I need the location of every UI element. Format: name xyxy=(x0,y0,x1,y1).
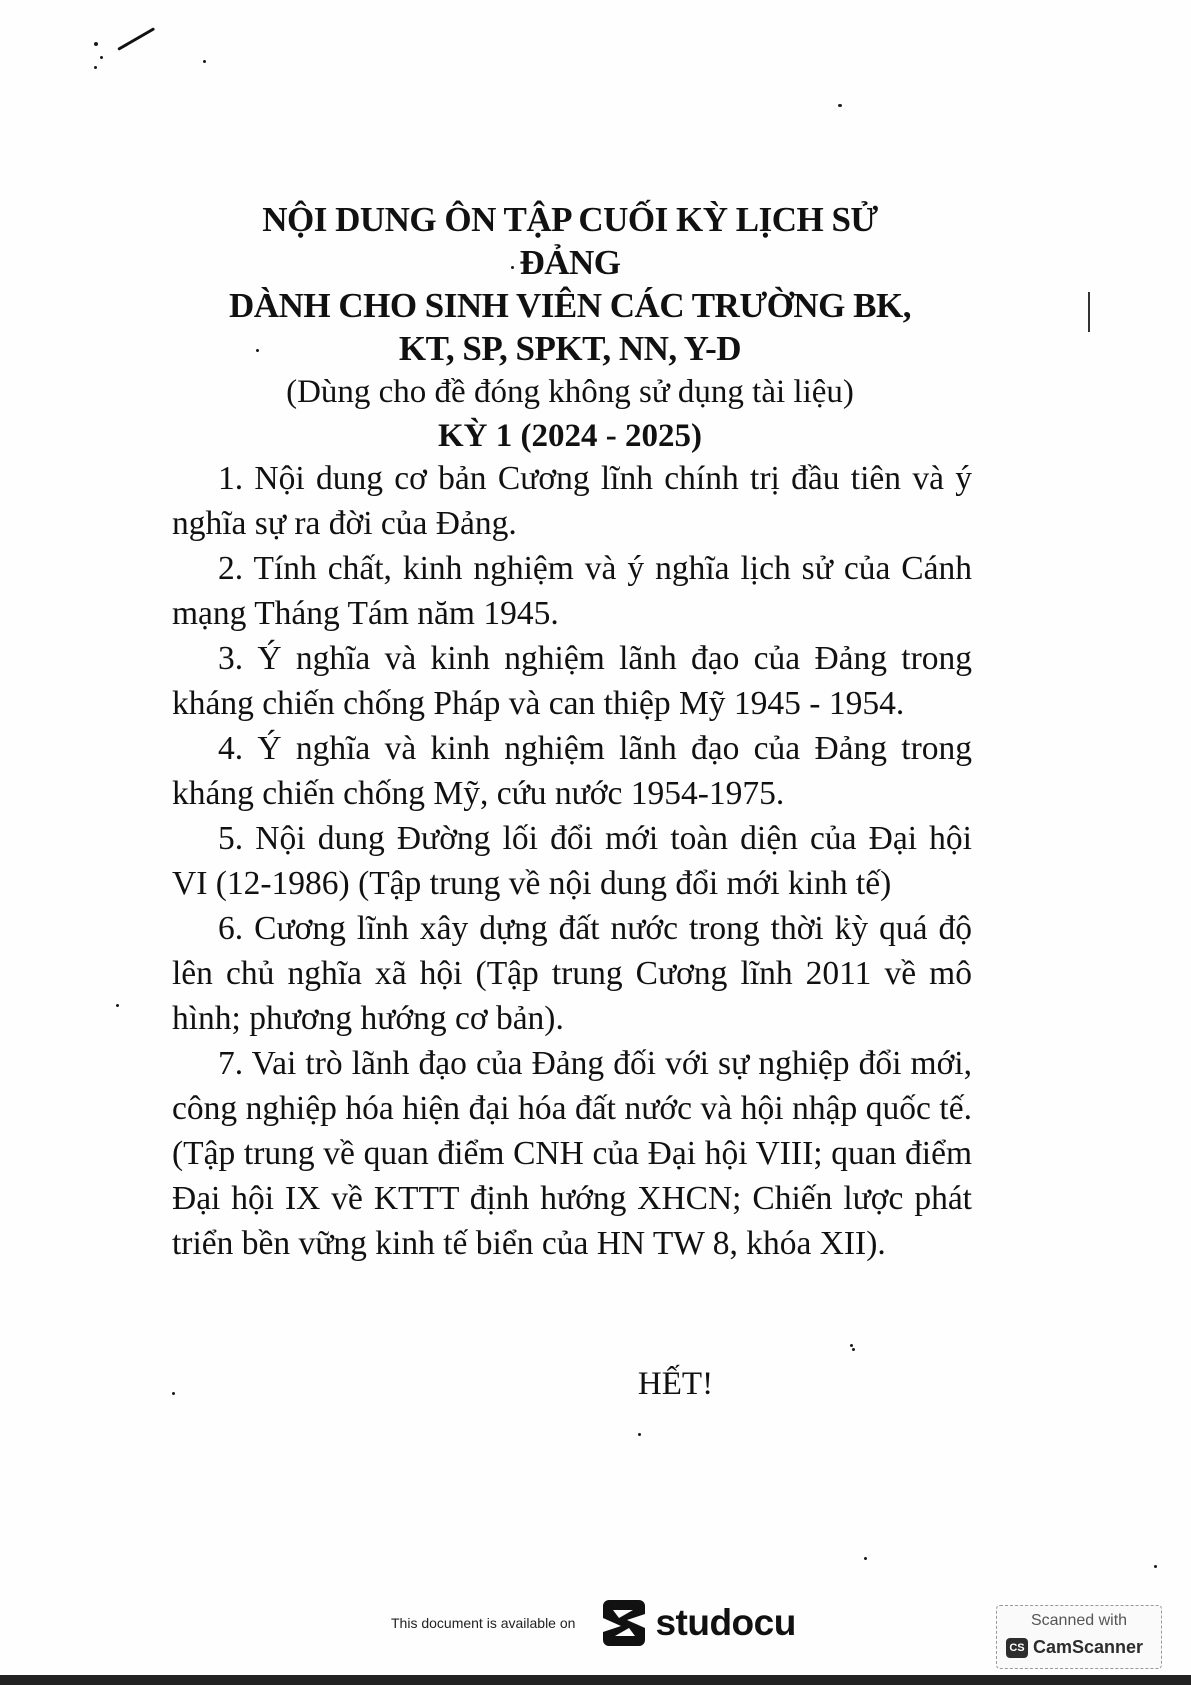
document-header xyxy=(170,198,970,458)
availability-text: This document is available on xyxy=(391,1615,576,1631)
camscanner-name: CamScanner xyxy=(1033,1637,1144,1657)
scan-scratch xyxy=(117,27,155,51)
title-line-1: NỘI DUNG ÔN TẬP CUỐI KỲ LỊCH SỬ xyxy=(262,200,878,239)
list-item: 6. Cương lĩnh xây dựng đất nước trong thời kỳ quá độ lên chủ nghĩa xã hội (Tập trung Cương lĩnh 2011 về mô hình; phương hướng cơ bản). xyxy=(172,910,972,1037)
studocu-wordmark: studocu xyxy=(655,1602,796,1643)
list-item: 5. Nội dung Đường lối đổi mới toàn diện của Đại hội VI (12-1986) (Tập trung về nội dung đổi mới kinh tế) xyxy=(172,820,972,902)
studocu-footer[interactable] xyxy=(391,1598,796,1648)
title-line-4: KT, SP, SPKT, NN, Y-D xyxy=(398,329,742,368)
scan-bottom-edge xyxy=(0,1675,1191,1685)
studocu-logo-icon xyxy=(601,1598,647,1648)
camscanner-watermark xyxy=(996,1605,1162,1669)
end-marker: HẾT! xyxy=(637,1366,714,1402)
review-topics-list xyxy=(172,456,972,1266)
title-line-3: DÀNH CHO SINH VIÊN CÁC TRƯỜNG BK, xyxy=(229,286,911,325)
title-line-2: ĐẢNG xyxy=(519,243,621,282)
list-item: 1. Nội dung cơ bản Cương lĩnh chính trị đầu tiên và ý nghĩa sự ra đời của Đảng. xyxy=(172,460,972,542)
camscanner-logo-icon: CS xyxy=(1006,1638,1028,1658)
camscanner-brand xyxy=(1006,1637,1143,1658)
term-label: KỲ 1 (2024 - 2025) xyxy=(438,418,702,454)
list-item: 2. Tính chất, kinh nghiệm và ý nghĩa lịch sử của Cánh mạng Tháng Tám năm 1945. xyxy=(172,550,972,632)
studocu-link[interactable] xyxy=(601,1598,795,1648)
list-item: 7. Vai trò lãnh đạo của Đảng đối với sự nghiệp đổi mới, công nghiệp hóa hiện đại hóa đất nước và hội nhập quốc tế. (Tập trung về quan điểm CNH của Đại hội VIII; quan điểm Đại hội IX về KTTT định hướng XHCN; Chiến lược phát triển bền vững kinh tế biển của HN TW 8, khóa XII). xyxy=(172,1045,972,1262)
exam-note: (Dùng cho đề đóng không sử dụng tài liệu) xyxy=(286,374,854,410)
list-item: 3. Ý nghĩa và kinh nghiệm lãnh đạo của Đảng trong kháng chiến chống Pháp và can thiệp Mỹ 1945 - 1954. xyxy=(172,640,972,722)
list-item: 4. Ý nghĩa và kinh nghiệm lãnh đạo của Đảng trong kháng chiến chống Mỹ, cứu nước 1954-1975. xyxy=(172,730,972,812)
scanned-with-text: Scanned with xyxy=(1030,1612,1128,1629)
scan-margin-mark xyxy=(1088,292,1090,332)
